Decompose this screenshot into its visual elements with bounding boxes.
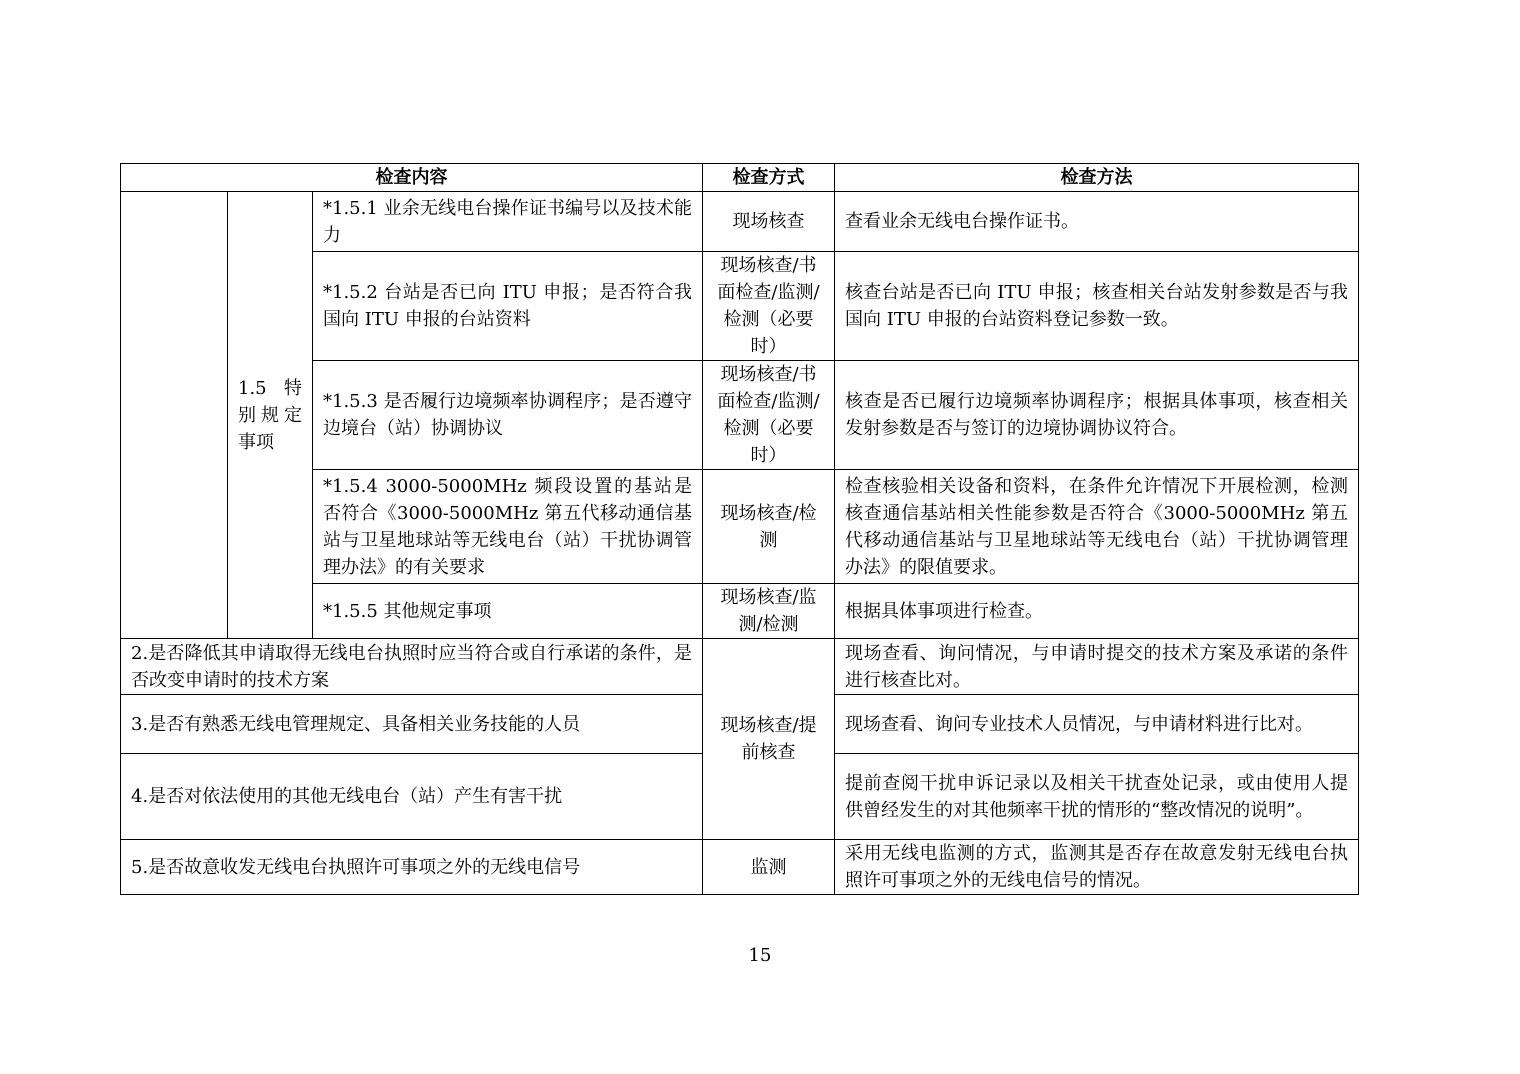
row-content: 2.是否降低其申请取得无线电台执照时应当符合或自行承诺的条件，是否改变申请时的技术方案 [121,639,703,695]
inspection-table [120,163,1359,895]
row-content: *1.5.2 台站是否已向 ITU 申报；是否符合我国向 ITU 申报的台站资料 [313,252,703,361]
row-method: 检查核验相关设备和资料，在条件允许情况下开展检测，检测核查通信基站相关性能参数是否符合《3000-5000MHz 第五代移动通信基站与卫星地球站等无线电台（站）干扰协调管理办法》的限值要求。 [835,470,1359,584]
row-method: 核查是否已履行边境频率协调程序；根据具体事项，核查相关发射参数是否与签订的边境协调协议符合。 [835,361,1359,470]
shared-mode: 现场核查/提前核查 [703,639,835,840]
row-method: 提前查阅干扰申诉记录以及相关干扰查处记录，或由使用人提供曾经发生的对其他频率干扰的情形的“整改情况的说明”。 [835,754,1359,840]
row-content: *1.5.5 其他规定事项 [313,584,703,639]
row-content: 5.是否故意收发无线电台执照许可事项之外的无线电信号 [121,840,703,895]
row-content: *1.5.3 是否履行边境频率协调程序；是否遵守边境台（站）协调协议 [313,361,703,470]
table-row [121,840,1359,895]
row-content: 3.是否有熟悉无线电管理规定、具备相关业务技能的人员 [121,695,703,754]
row-mode: 现场核查/书面检查/监测/检测（必要时） [703,361,835,470]
header-method: 检查方法 [835,164,1359,192]
row-content: *1.5.4 3000-5000MHz 频段设置的基站是否符合《3000-5000MHz 第五代移动通信基站与卫星地球站等无线电台（站）干扰协调管理办法》的有关要求 [313,470,703,584]
row-mode: 现场核查/书面检查/监测/检测（必要时） [703,252,835,361]
row-mode: 现场核查 [703,192,835,252]
section-label: 1.5 特别规定事项 [228,192,313,639]
row-method: 现场查看、询问专业技术人员情况，与申请材料进行比对。 [835,695,1359,754]
table-header-row [121,164,1359,192]
header-content: 检查内容 [121,164,703,192]
header-mode: 检查方式 [703,164,835,192]
table-row [121,639,1359,695]
row-method: 采用无线电监测的方式，监测其是否存在故意发射无线电台执照许可事项之外的无线电信号的情况。 [835,840,1359,895]
row-mode: 监测 [703,840,835,895]
page-number: 15 [748,945,772,966]
row-method: 核查台站是否已向 ITU 申报；核查相关台站发射参数是否与我国向 ITU 申报的台站资料登记参数一致。 [835,252,1359,361]
blank-section-cell [121,192,228,639]
row-mode: 现场核查/监测/检测 [703,584,835,639]
row-content: *1.5.1 业余无线电台操作证书编号以及技术能力 [313,192,703,252]
row-method: 现场查看、询问情况，与申请时提交的技术方案及承诺的条件进行核查比对。 [835,639,1359,695]
table-row [121,192,1359,252]
row-content: 4.是否对依法使用的其他无线电台（站）产生有害干扰 [121,754,703,840]
row-method: 根据具体事项进行检查。 [835,584,1359,639]
row-mode: 现场核查/检测 [703,470,835,584]
row-method: 查看业余无线电台操作证书。 [835,192,1359,252]
